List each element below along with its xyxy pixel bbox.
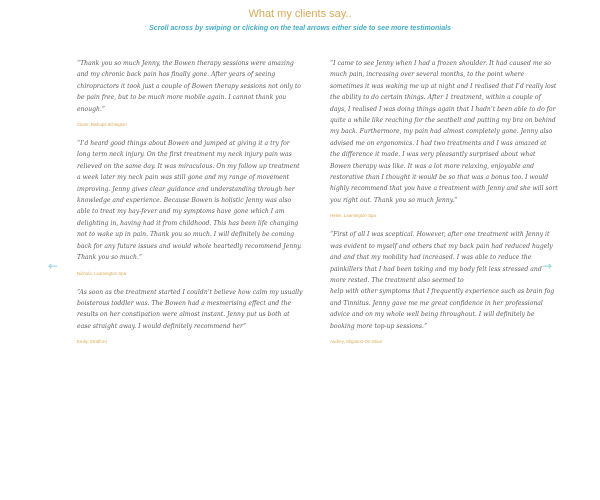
- testimonial-author: Audrey, Shipston-On-Stour: [330, 338, 383, 344]
- testimonial-column-right: [330, 58, 558, 355]
- testimonial-quote: “I’d heard good things about Bowen and jumped at giving it a try for long term neck injury. On the first treatment my neck injury pain was relieved on the same day. It was miraculous. On my follow up treatment a week later my neck pain was still gone and my range of movement improving. Jenny gives clear guidance and understanding through her knowledge and experience. Because Bowen is holistic Jenny was also able to treat my hay-fever and my symptoms have gone which I am delighting in, having had it from childhood. This has been life changing not to wake up in pain. Thank you so much. I will definitely be coming back for any future issues and would whole heartedly recommend Jenny. Thank you so much.”: [77, 140, 302, 262]
- testimonial-author: Claire, Bishops Itchington: [77, 122, 127, 128]
- testimonial-quote: “First of all I was sceptical. However, after one treatment with Jenny it was evident to myself and others that my back pain had reduced hugely and and that my mobility had increased. I was able to reduce the painkillers that I had been taking and my body felt less stressed and more rested. The treatment also seemed to help with other symptoms that I frequently experience such as brain fog and Tinnitus. Jenny gave me me great confidence in her professional advice and on my whole well being throughout. I will definitely be booking more top-up sessions.”: [330, 231, 555, 330]
- testimonial-item: [330, 229, 558, 344]
- testimonial-item: [77, 287, 305, 345]
- testimonial-author: Nichola, Leamington Spa: [77, 270, 127, 276]
- arrow-right-icon[interactable]: →: [541, 259, 553, 273]
- arrow-left-icon[interactable]: ←: [47, 259, 59, 273]
- testimonial-item: [330, 58, 558, 218]
- testimonial-item: [77, 58, 305, 127]
- testimonial-quote: “Thank you so much Jenny, the Bowen therapy sessions were amazing and my chronic back pain has finally gone. After years of seeing chiropractors it took just a couple of Bowen therapy sessions not only to be pain free, but to be much more mobile again. I cannot thank you enough.”: [77, 60, 301, 113]
- testimonial-author: Emily, Stratford: [77, 339, 107, 345]
- section-title: What my clients say..: [248, 8, 352, 20]
- testimonial-quote: “I came to see Jenny when I had a frozen shoulder. It had caused me so much pain, increasing over several months, to the point where sometimes it was waking me up at night and I realised that I’d really lost the ability to do certain things. After 1 treatment, within a couple of days, I realised I was doing things again that I hadn’t been able to do for quite a while like reaching for the seatbelt and putting my bra on behind my back. Furthermore, my pain had almost completely gone. Jenny also advised me on ergonomics. I had two treatments and I was amazed at the difference it made. I was very pleasantly surprised about what Bowen therapy was like. It was a lot more relaxing, enjoyable and restorative than I thought it would be so that was a bonus too. I would highly recommend that you have a treatment with Jenny and she will sort you right out. Thank you so much Jenny.”: [330, 60, 558, 204]
- testimonial-column-left: [77, 58, 305, 355]
- testimonial-item: [77, 138, 305, 275]
- testimonial-author: Helen, Leamington Spa: [330, 213, 376, 219]
- section-subtitle: Scroll across by swiping or clicking on the teal arrows either side to see more testimonials: [149, 25, 451, 32]
- testimonial-quote: “As soon as the treatment started I couldn’t believe how calm my usually boisterous toddler was. The Bowen had a mesmerising effect and the results on her constipation were almost instant. Jenny put us both at ease straight away. I would definitely recommend her”: [77, 288, 303, 330]
